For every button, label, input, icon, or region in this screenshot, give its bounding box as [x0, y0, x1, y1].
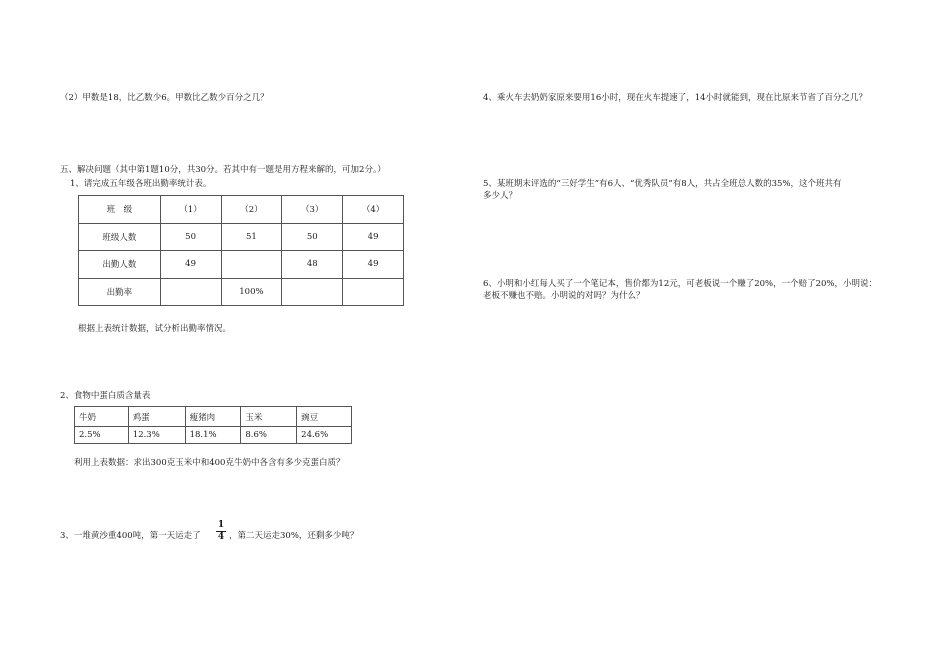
protein-row [75, 427, 352, 444]
attendance-row [79, 278, 404, 306]
protein-row [75, 407, 352, 427]
fraction-numerator: 1 [217, 520, 225, 530]
q2-title: 2、食物中蛋白质含量表 [60, 391, 151, 401]
table-cell: 48 [282, 251, 343, 279]
protein-table [74, 406, 352, 444]
table-cell: （4） [343, 196, 404, 224]
table-cell: （3） [282, 196, 343, 224]
question-6-line1: 6、小明和小红每人买了一个笔记本，售价都为12元，可老板说一个赚了20%，一个赔了20%，小明说： [483, 279, 878, 289]
question-5-line1: 5、某班期末评选的“三好学生”有6人、“优秀队员”有8人，共占全班总人数的35%，这个班共有 [483, 179, 842, 189]
table-cell: 鸡蛋 [128, 407, 185, 427]
table-cell: 50 [160, 223, 221, 251]
question-5-line2: 多少人？ [483, 191, 518, 201]
question-2-part2: （2）甲数是18，比乙数少6。甲数比乙数少百分之几？ [60, 93, 269, 103]
table-cell [282, 278, 343, 306]
question-6-line2: 老板不赚也不赔。小明说的对吗？为什么？ [483, 291, 645, 301]
q3-text-before: 3、一堆黄沙重400吨，第一天运走了 [60, 531, 201, 541]
table-cell: 班 级 [79, 196, 161, 224]
table-cell: 玉米 [241, 407, 297, 427]
table-cell: 49 [343, 223, 404, 251]
table-cell: 49 [160, 251, 221, 279]
q3-text-after: ，第二天运走30%，还剩多少吨？ [229, 531, 359, 541]
q1-analysis: 根据上表统计数据，试分析出勤率情况。 [78, 324, 232, 334]
table-cell: 18.1% [185, 427, 241, 444]
table-cell: 50 [282, 223, 343, 251]
table-cell: 豌豆 [297, 407, 352, 427]
fraction-denominator: 4 [217, 532, 225, 542]
attendance-row [79, 196, 404, 224]
table-cell [343, 278, 404, 306]
question-4: 4、乘火车去奶奶家原来要用16小时，现在火车提速了，14小时就能到，现在比原来节省了百分之几？ [483, 93, 868, 103]
fraction-one-quarter [216, 521, 226, 542]
table-cell: 49 [343, 251, 404, 279]
table-cell: 8.6% [241, 427, 297, 444]
table-cell: 100% [221, 278, 282, 306]
table-cell: 瘦猪肉 [185, 407, 241, 427]
table-cell [160, 278, 221, 306]
attendance-row [79, 223, 404, 251]
table-cell: （1） [160, 196, 221, 224]
table-cell [221, 251, 282, 279]
table-cell: 51 [221, 223, 282, 251]
table-cell: 班级人数 [79, 223, 161, 251]
table-cell: 牛奶 [75, 407, 129, 427]
section-heading: 五、解决问题（其中第1题10分，共30分。若其中有一题是用方程来解的，可加2分。） [60, 165, 386, 175]
attendance-row [79, 251, 404, 279]
table-cell: 24.6% [297, 427, 352, 444]
attendance-table [78, 195, 404, 306]
table-cell: 出勤人数 [79, 251, 161, 279]
table-cell: 2.5% [75, 427, 129, 444]
table-cell: （2） [221, 196, 282, 224]
q2-question: 利用上表数据：求出300克玉米中和400克牛奶中各含有多少克蛋白质？ [74, 458, 345, 468]
table-cell: 出勤率 [79, 278, 161, 306]
table-cell: 12.3% [128, 427, 185, 444]
q1-prompt: 1、请完成五年级各班出勤率统计表。 [70, 179, 212, 189]
